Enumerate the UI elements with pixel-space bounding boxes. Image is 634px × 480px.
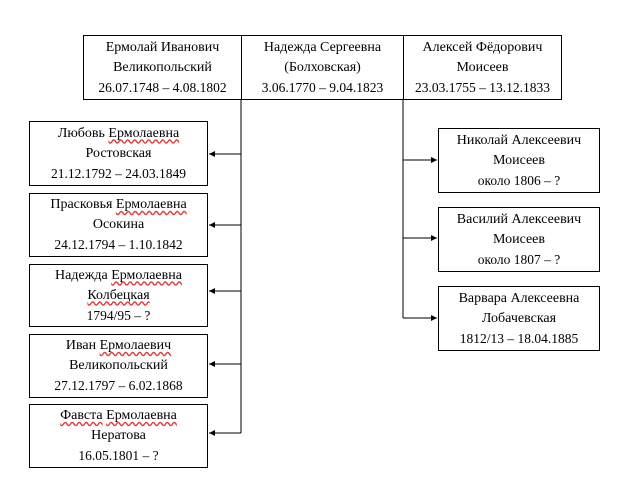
child-vasily-dates: около 1807 – ? (477, 251, 561, 267)
person-father-name: Ермолай Иванович (105, 39, 220, 55)
child-nikolai-name: Николай Алексеевич (456, 132, 582, 148)
child-vasily-name: Василий Алексеевич (456, 211, 582, 227)
person-father (83, 35, 242, 100)
child-praskovya (29, 193, 208, 257)
child-favsta (29, 404, 208, 468)
person-stepfather (403, 35, 562, 100)
person-father-surname: Великопольский (113, 59, 212, 75)
child-lyubov-dates: 21.12.1792 – 24.03.1849 (51, 165, 186, 181)
child-varvara (438, 286, 600, 351)
child-lyubov (29, 121, 208, 186)
child-praskovya-dates: 24.12.1794 – 1.10.1842 (54, 237, 183, 252)
person-mother-maiden: (Болховская) (284, 59, 361, 75)
child-favsta-surname: Нератова (91, 428, 146, 443)
child-vasily (438, 207, 600, 272)
child-nikolai-surname: Моисеев (492, 152, 545, 168)
person-mother-dates: 3.06.1770 – 9.04.1823 (261, 79, 384, 95)
child-nadezhda-surname: Колбецкая (87, 287, 150, 303)
person-stepfather-name: Алексей Фёдорович (422, 39, 543, 55)
child-nadezhda-patronymic: Ермолаевна (111, 267, 182, 283)
child-favsta-patronymic: Ермолаевна (106, 408, 177, 423)
child-varvara-dates: 1812/13 – 18.04.1885 (459, 330, 579, 346)
child-favsta-given: Фавста (60, 408, 103, 423)
child-vasily-surname: Моисеев (492, 231, 545, 247)
person-stepfather-dates: 23.03.1755 – 13.12.1833 (415, 79, 550, 95)
person-mother-name: Надежда Сергеевна (263, 39, 382, 55)
child-nadezhda-dates: 1794/95 – ? (86, 307, 151, 323)
child-ivan (29, 334, 208, 398)
child-lyubov-given: Любовь (57, 125, 105, 141)
child-ivan-surname: Великопольский (69, 358, 168, 373)
child-praskovya-given: Прасковья (50, 197, 113, 212)
child-varvara-surname: Лобачевская (481, 310, 557, 326)
person-father-dates: 26.07.1748 – 4.08.1802 (98, 79, 227, 95)
child-nikolai (438, 128, 600, 193)
person-mother (241, 35, 404, 100)
child-ivan-patronymic: Ермолаевич (99, 338, 172, 353)
person-stepfather-surname: Моисеев (456, 59, 509, 75)
child-praskovya-patronymic: Ермолаевна (115, 197, 187, 212)
child-varvara-name: Варвара Алексеевна (458, 290, 580, 306)
child-nikolai-dates: около 1806 – ? (477, 172, 561, 188)
child-favsta-dates: 16.05.1801 – ? (78, 448, 159, 463)
child-praskovya-surname: Осокина (92, 217, 145, 232)
child-ivan-given: Иван (65, 338, 97, 353)
child-nadezhda (29, 264, 208, 327)
child-ivan-dates: 27.12.1797 – 6.02.1868 (54, 378, 183, 393)
child-lyubov-surname: Ростовская (85, 145, 152, 161)
child-nadezhda-given: Надежда (55, 267, 108, 283)
child-lyubov-patronymic: Ермолаевна (108, 125, 180, 141)
